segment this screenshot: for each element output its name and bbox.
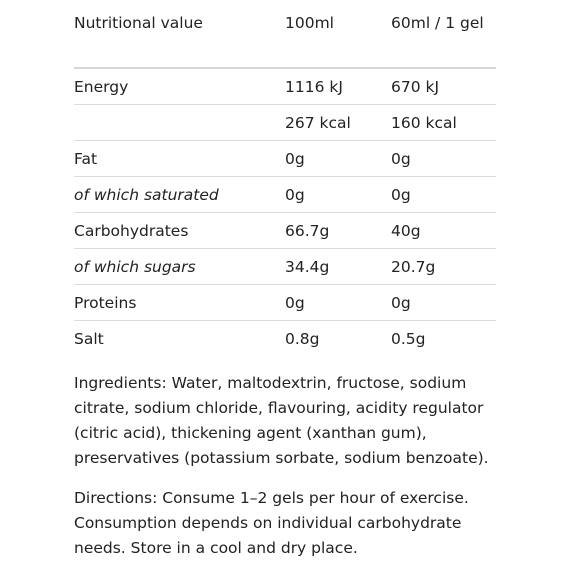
table-row [74, 105, 496, 141]
header-per-100ml: 100ml [285, 11, 391, 68]
header-per-gel: 60ml / 1 gel [391, 11, 496, 68]
header-nutritional-value: Nutritional value [74, 11, 285, 68]
row-per-gel: 0g [391, 141, 496, 177]
row-per-gel: 0.5g [391, 330, 426, 348]
row-per-100ml: 66.7g [285, 213, 391, 249]
row-per-gel: 40g [391, 213, 496, 249]
row-per-100ml: 0g [285, 285, 391, 321]
row-per-gel: 160 kcal [391, 105, 496, 141]
ingredients-text: Water, maltodextrin, fructose, sodium citrate, sodium chloride, flavouring, acidity regulator (citric acid), thickening agent (xanthan gum), preservatives (potassium sorbate, sodium benzoate). [74, 374, 489, 467]
row-per-gel: 670 kJ [391, 68, 496, 105]
table-row [74, 177, 496, 213]
ingredients-label: Ingredients: [74, 374, 167, 392]
row-per-100ml: 0g [285, 141, 391, 177]
row-per-100ml: 0g [285, 177, 391, 213]
directions-text: Consume 1–2 gels per hour of exercise. Consumption depends on individual carbohydrate needs. Store in a cool and dry place. [74, 489, 469, 557]
row-per-100ml: 1116 kJ [285, 68, 391, 105]
row-label: Proteins [74, 285, 285, 321]
row-per-100ml: 267 kcal [285, 105, 391, 141]
directions-paragraph [74, 486, 514, 561]
table-row [74, 249, 496, 285]
table-row [74, 68, 496, 105]
row-per-gel: 0g [391, 177, 496, 213]
directions-label: Directions: [74, 489, 158, 507]
table-header-row [74, 11, 496, 68]
table-row [74, 213, 496, 249]
ingredients-paragraph [74, 371, 514, 471]
row-per-100ml: 34.4g [285, 249, 391, 285]
row-label: Fat [74, 141, 285, 177]
row-label: Salt [74, 330, 104, 348]
row-label: of which saturated [74, 177, 285, 213]
nutrition-table [74, 11, 496, 356]
row-label [74, 105, 285, 141]
nutrition-table-container [74, 11, 496, 356]
table-row [74, 321, 496, 357]
table-row [74, 285, 496, 321]
row-label: of which sugars [74, 249, 285, 285]
row-per-gel: 0g [391, 285, 496, 321]
row-label: Energy [74, 68, 285, 105]
row-per-100ml: 0.8g [285, 330, 320, 348]
row-per-gel: 20.7g [391, 249, 496, 285]
table-row [74, 141, 496, 177]
row-label: Carbohydrates [74, 213, 285, 249]
